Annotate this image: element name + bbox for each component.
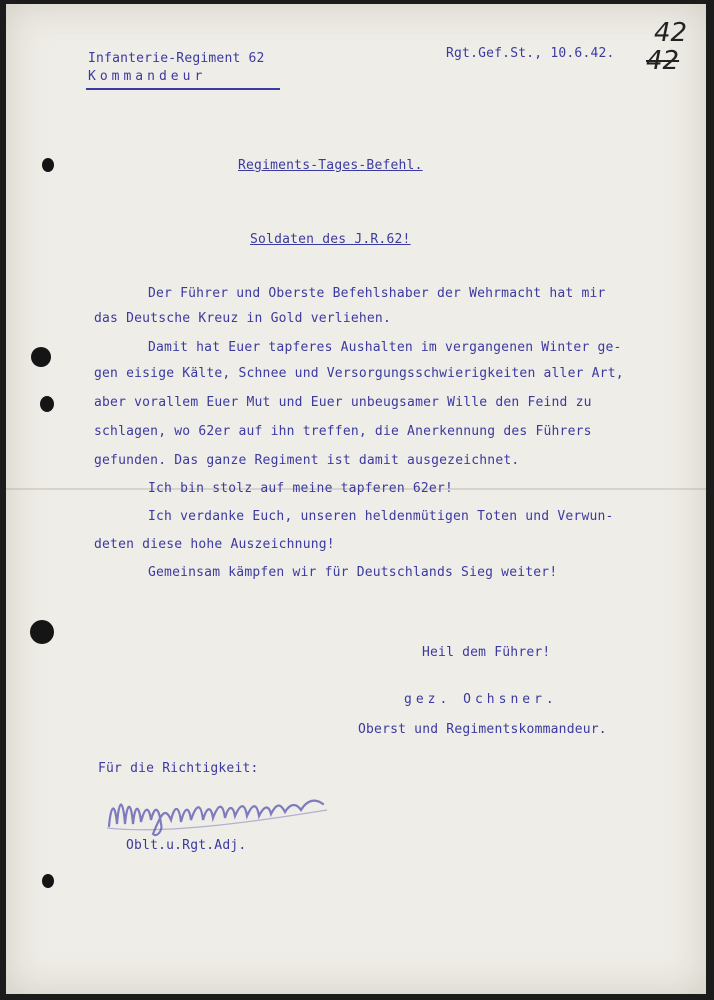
unit-name: Infanterie-Regiment 62 — [88, 51, 265, 66]
certification: Für die Richtigkeit: — [98, 761, 259, 776]
body-line: Damit hat Euer tapferes Aushalten im vergangenen Winter ge- — [148, 340, 622, 355]
signed-name: gez. Ochsner. — [404, 692, 558, 707]
body-line: Ich bin stolz auf meine tapferen 62er! — [148, 481, 454, 496]
archive-number-bottom: 42 — [646, 46, 680, 76]
punch-hole — [31, 347, 51, 367]
body-line: deten diese hohe Auszeichnung! — [94, 537, 335, 552]
punch-hole — [42, 158, 54, 172]
signed-rank: Oberst und Regimentskommandeur. — [358, 722, 607, 737]
punch-hole — [30, 620, 54, 644]
punch-hole — [40, 396, 54, 412]
body-line: gen eisige Kälte, Schnee und Versorgungsschwierigkeiten aller Art, — [94, 366, 624, 381]
body-line: das Deutsche Kreuz in Gold verliehen. — [94, 311, 391, 326]
order-title: Regiments-Tages-Befehl. — [238, 158, 423, 173]
punch-hole — [42, 874, 54, 888]
body-line: Der Führer und Oberste Befehlshaber der Wehrmacht hat mir — [148, 286, 606, 301]
location-date: Rgt.Gef.St., 10.6.42. — [446, 46, 615, 61]
header-underline — [86, 88, 280, 90]
archive-number-top: 42 — [654, 18, 688, 48]
closing: Heil dem Führer! — [422, 645, 551, 660]
body-line: Gemeinsam kämpfen wir für Deutschlands Sieg weiter! — [148, 565, 558, 580]
unit-title: Kommandeur — [88, 69, 207, 84]
adjutant-title: Oblt.u.Rgt.Adj. — [126, 838, 247, 853]
document-page — [6, 4, 706, 994]
body-line: Ich verdanke Euch, unseren heldenmütigen Toten und Verwun- — [148, 509, 614, 524]
body-line: gefunden. Das ganze Regiment ist damit ausgezeichnet. — [94, 453, 520, 468]
handwritten-signature — [101, 784, 341, 844]
salutation: Soldaten des J.R.62! — [250, 232, 411, 247]
body-line: aber vorallem Euer Mut und Euer unbeugsamer Wille den Feind zu — [94, 395, 592, 410]
body-line: schlagen, wo 62er auf ihn treffen, die Anerkennung des Führers — [94, 424, 592, 439]
